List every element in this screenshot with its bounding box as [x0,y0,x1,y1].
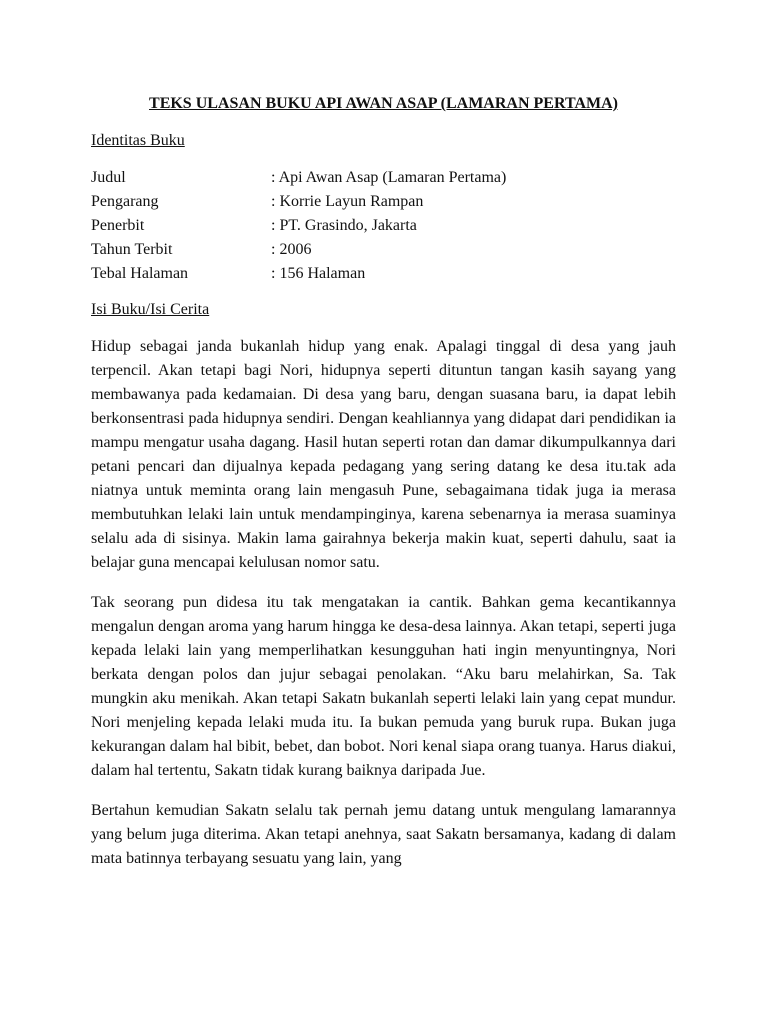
identity-heading: Identitas Buku [91,132,185,149]
identity-key: Pengarang [91,193,159,210]
story-paragraph-2: Tak seorang pun didesa itu tak mengatakan ia cantik. Bahkan gema kecantikannya mengalun dengan aroma yang harum hingga ke desa-desa lainnya. Akan tetapi, seperti juga kepada lelaki lain yang memperlihatkan kesungguhan hati ingin menyuntingnya, Nori berkata dengan polos dan jujur sebagai penolakan. “Aku baru melahirkan, Sa. Tak mungkin aku menikah. Akan tetapi Sakatn bukanlah seperti lelaki lain yang cepat mundur. Nori menjeling kepada lelaki muda itu. Ia bukan pemuda yang buruk rupa. Bukan juga kekurangan dalam hal bibit, bebet, dan bobot. Nori kenal siapa orang tuanya. Harus diakui, dalam hal tertentu, Sakatn tidak kurang baiknya daripada Jue. [91,594,676,779]
identity-value: : Api Awan Asap (Lamaran Pertama) [271,169,507,186]
identity-key: Tebal Halaman [91,265,189,282]
identity-row-penerbit [91,214,506,238]
identity-row-pengarang [91,190,506,214]
document-content [91,93,676,887]
content-heading: Isi Buku/Isi Cerita [91,301,210,318]
identity-value: : 156 Halaman [271,265,366,282]
identity-row-tebal-halaman [91,262,506,286]
story-paragraph-3: Bertahun kemudian Sakatn selalu tak pernah jemu datang untuk mengulang lamarannya yang belum juga diterima. Akan tetapi anehnya, saat Sakatn bersamanya, kadang di dalam mata batinnya terbayang sesuatu yang lain, yang [91,802,676,867]
identity-key: Penerbit [91,217,145,234]
identity-key: Judul [91,169,126,186]
identity-table [91,166,506,286]
identity-row-tahun-terbit [91,238,506,262]
identity-row-judul [91,166,506,190]
identity-key: Tahun Terbit [91,241,173,258]
identity-value: : Korrie Layun Rampan [271,193,424,210]
story-paragraph-1: Hidup sebagai janda bukanlah hidup yang enak. Apalagi tinggal di desa yang jauh terpencil. Akan tetapi bagi Nori, hidupnya seperti dituntun tangan kasih sayang yang membawanya pada kedamaian. Di desa yang baru, dengan suasana baru, ia dapat lebih berkonsentrasi pada hidupnya sendiri. Dengan keahliannya yang didapat dari pendidikan ia mampu mengatur usaha dagang. Hasil hutan seperti rotan dan damar dikumpulkannya dari petani pencari dan dijualnya kepada pedagang yang sering datang ke desa itu.tak ada niatnya untuk meminta orang lain mengasuh Pune, sebagaimana tidak juga ia merasa membutuhkan lelaki lain untuk mendampinginya, karena sebenarnya ia merasa suaminya selalu ada di sisinya. Makin lama gairahnya bekerja makin kuat, seperti dahulu, saat ia belajar guna mencapai kelulusan nomor satu. [91,338,676,571]
document-title: TEKS ULASAN BUKU API AWAN ASAP (LAMARAN PERTAMA) [149,95,618,112]
identity-value: : 2006 [271,241,312,258]
identity-value: : PT. Grasindo, Jakarta [271,217,417,234]
